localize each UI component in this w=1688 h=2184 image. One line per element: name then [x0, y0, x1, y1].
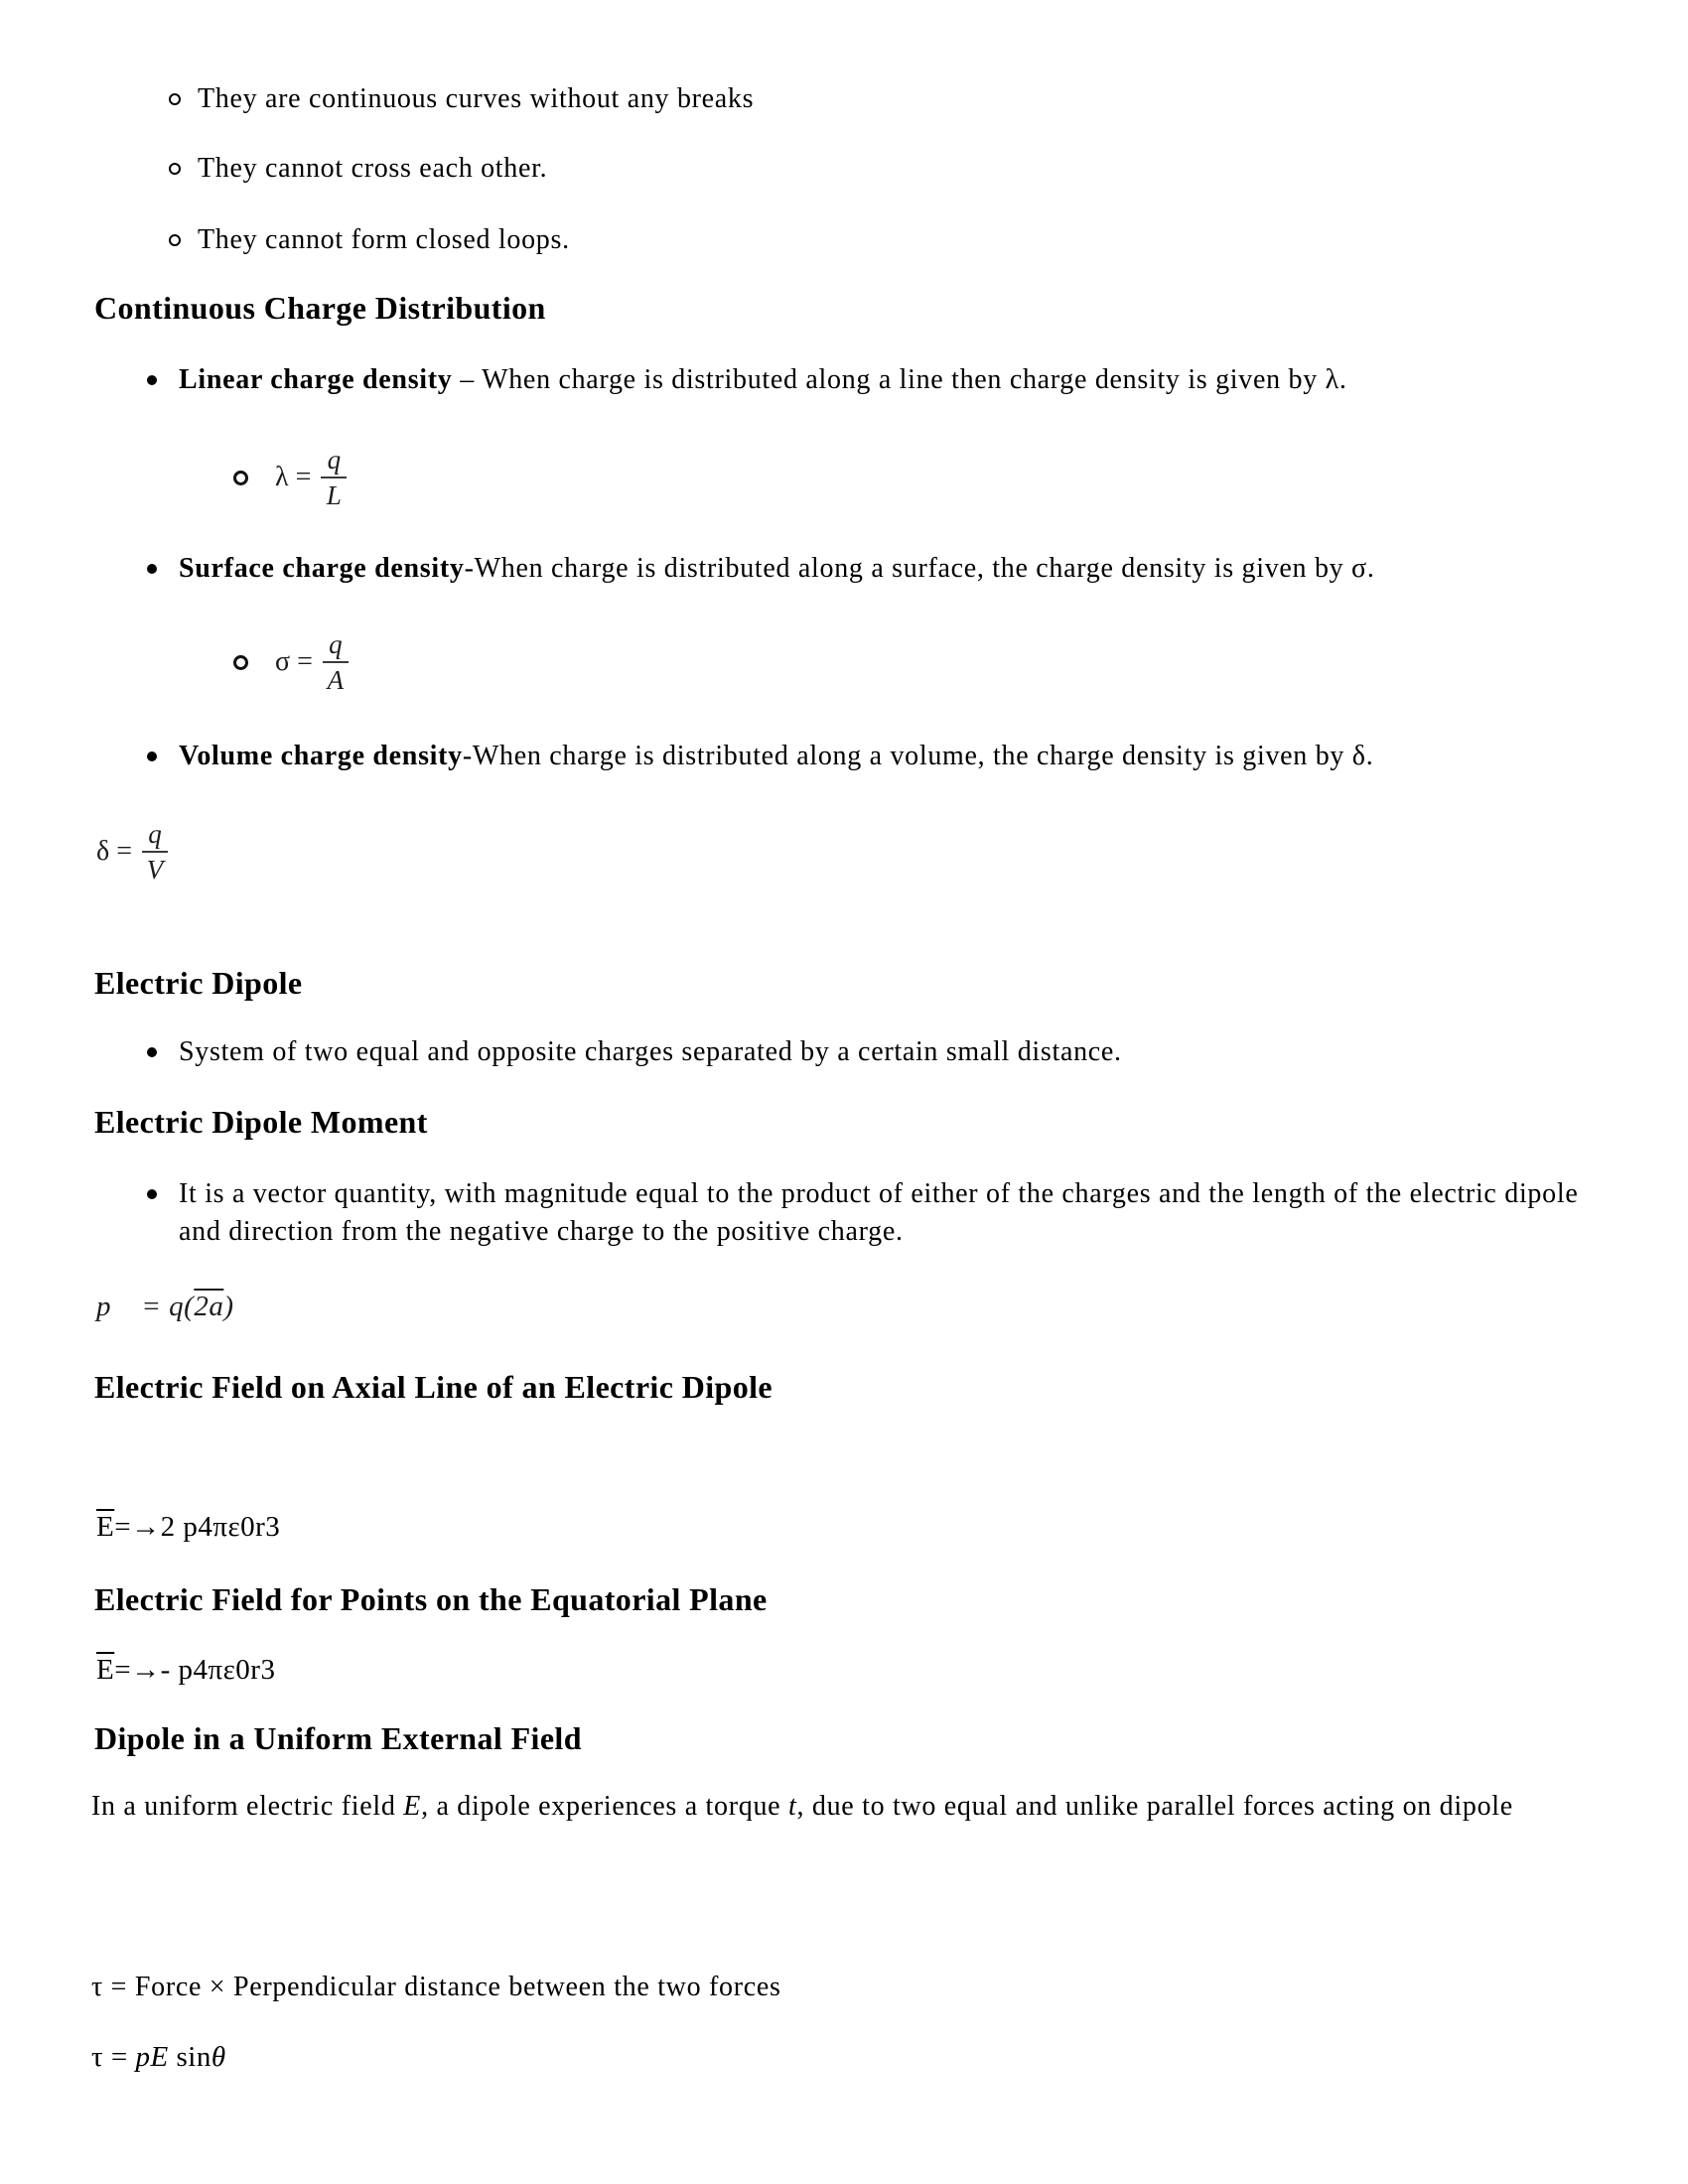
disc-bullet-icon — [147, 1189, 157, 1199]
theta-symbol: θ — [211, 2041, 226, 2073]
torque-t-symbol: t — [787, 1791, 797, 1822]
linear-charge-density-bullet — [147, 361, 1607, 399]
paragraph-segment: , due to two equal and unlike parallel forces acting on dipole — [796, 1791, 1513, 1822]
E-vector: $\overline{E}$ — [96, 1511, 115, 1543]
denominator: L — [326, 480, 342, 510]
two-a-vector: 2a — [194, 1291, 224, 1322]
heading-axial-line: Electric Field on Axial Line of an Electric Dipole — [94, 1369, 774, 1405]
heading-equatorial-plane: Electric Field for Points on the Equatorial Plane — [94, 1581, 768, 1617]
paragraph-segment: In a uniform electric field — [91, 1791, 404, 1822]
circle-bullet-icon — [169, 234, 181, 246]
close-paren: ) — [223, 1291, 234, 1322]
field-line-property-item — [169, 80, 754, 118]
circle-bullet-icon — [169, 163, 181, 175]
equatorial-equation-body: =→- p4πε0r3 — [114, 1654, 276, 1686]
circle-bullet-icon — [169, 93, 181, 105]
delta-formula — [96, 814, 168, 889]
paragraph-segment: , a dipole experiences a torque — [421, 1791, 788, 1822]
charge-q: q — [169, 1291, 185, 1322]
disc-bullet-icon — [147, 1047, 157, 1057]
linear-charge-density-definition: – When charge is distributed along a line then charge density is given by λ. — [452, 364, 1347, 395]
field-line-property-item — [169, 221, 570, 259]
p-vector: p⃗ — [96, 1291, 134, 1322]
volume-charge-density-term: Volume charge density — [179, 741, 463, 771]
field-line-property-text: They cannot form closed loops. — [198, 224, 570, 255]
fraction-bar — [323, 661, 349, 663]
electric-dipole-definition: System of two equal and opposite charges separated by a certain small distance. — [179, 1036, 1122, 1067]
circle-bullet-icon — [233, 471, 248, 485]
field-line-property-text: They cannot cross each other. — [198, 153, 548, 184]
surface-charge-density-definition: -When charge is distributed along a surface, the charge density is given by σ. — [464, 553, 1375, 584]
delta-formula-lhs: δ = — [96, 836, 132, 867]
pE-symbols: pE — [135, 2041, 169, 2073]
sigma-formula-lhs: σ = — [275, 646, 313, 677]
volume-charge-density-text — [179, 738, 1373, 775]
fraction-bar — [142, 851, 168, 853]
volume-charge-density-definition: -When charge is distributed along a volume, the charge density is given by δ. — [462, 741, 1374, 771]
denominator: V — [146, 855, 164, 885]
axial-equation-body: =→2 p4πε0r3 — [114, 1511, 281, 1543]
torque-definition-line: τ = Force × Perpendicular distance between the two forces — [91, 1972, 781, 2002]
heading-electric-dipole-moment: Electric Dipole Moment — [94, 1104, 428, 1140]
sigma-formula-fraction — [323, 629, 349, 695]
torque-formula — [91, 2038, 226, 2076]
volume-charge-density-bullet — [147, 738, 1617, 775]
numerator: q — [329, 629, 343, 659]
dipole-moment-formula — [96, 1291, 233, 1323]
sin-text: sin — [168, 2041, 211, 2073]
axial-field-equation — [96, 1508, 280, 1546]
disc-bullet-icon — [147, 564, 157, 574]
uniform-field-paragraph — [91, 1788, 1625, 1826]
numerator: q — [148, 819, 162, 849]
dipole-moment-bullet — [147, 1175, 1599, 1251]
numerator: q — [327, 445, 342, 475]
field-E-symbol: E — [403, 1791, 422, 1822]
linear-charge-density-text — [179, 361, 1347, 399]
delta-formula-fraction — [142, 819, 168, 885]
equatorial-field-equation — [96, 1651, 275, 1689]
E-vector: $\overline{E}$ — [96, 1654, 115, 1686]
circle-bullet-icon — [233, 655, 248, 670]
heading-continuous-charge-distribution: Continuous Charge Distribution — [94, 290, 546, 326]
tau-equals: τ = — [91, 2041, 136, 2073]
lambda-formula-fraction — [321, 445, 347, 510]
fraction-bar — [321, 477, 347, 478]
open-paren: ( — [184, 1291, 195, 1322]
field-line-property-text: They are continuous curves without any breaks — [198, 83, 755, 114]
sigma-formula — [233, 624, 349, 700]
lambda-formula — [233, 440, 347, 515]
heading-dipole-uniform-field: Dipole in a Uniform External Field — [94, 1720, 582, 1756]
surface-charge-density-text — [179, 550, 1375, 588]
dipole-moment-definition: It is a vector quantity, with magnitude equal to the product of either of the charges and the length of the electric dipole and direction from the negative charge to the positive charge. — [179, 1178, 1579, 1247]
linear-charge-density-term: Linear charge density — [179, 364, 453, 395]
disc-bullet-icon — [147, 375, 157, 385]
electric-dipole-bullet — [147, 1033, 1617, 1071]
disc-bullet-icon — [147, 751, 157, 761]
equals-sign: = — [133, 1291, 170, 1322]
lambda-formula-lhs: λ = — [275, 462, 312, 492]
field-line-property-item — [169, 150, 547, 188]
surface-charge-density-term: Surface charge density — [179, 553, 465, 584]
heading-electric-dipole: Electric Dipole — [94, 965, 303, 1001]
denominator: A — [327, 665, 345, 695]
surface-charge-density-bullet — [147, 550, 1617, 588]
